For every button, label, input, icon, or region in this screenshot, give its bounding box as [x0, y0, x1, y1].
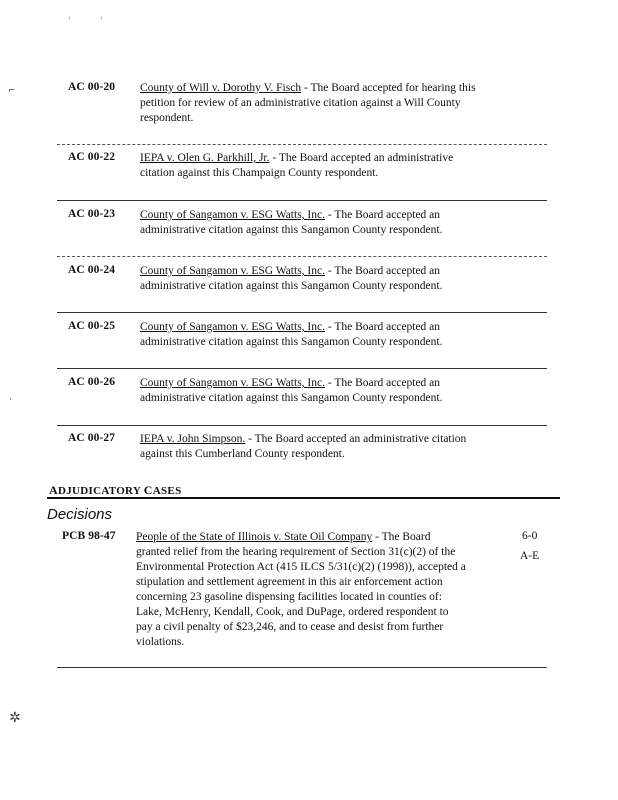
- entry-description: [140, 151, 480, 181]
- divider: [57, 312, 547, 313]
- divider: [57, 200, 547, 201]
- case-name: People of the State of Illinois v. State Oil Company: [136, 531, 373, 543]
- case-name: County of Sangamon v. ESG Watts, Inc.: [140, 321, 325, 333]
- case-name: County of Sangamon v. ESG Watts, Inc.: [140, 265, 325, 277]
- entry-text: - The Board accepted an administrative citation against this Sangamon County respondent.: [140, 265, 443, 292]
- case-name: IEPA v. John Simpson.: [140, 433, 246, 445]
- scan-mark: ·: [100, 14, 103, 24]
- divider: [57, 144, 547, 145]
- docket-number: AC 00-20: [68, 81, 116, 93]
- docket-number: AC 00-26: [68, 376, 116, 388]
- vote-note: A-E: [520, 550, 540, 562]
- scan-mark: ·: [9, 395, 12, 405]
- divider: [57, 425, 547, 426]
- entry-text: - The Board accepted for hearing this petition for review of an administrative citation against a Will County respondent.: [140, 82, 476, 124]
- vote-count: 6-0: [522, 530, 538, 542]
- docket-number: PCB 98-47: [62, 530, 116, 542]
- docket-number: AC 00-24: [68, 264, 116, 276]
- entry-description: [140, 432, 480, 462]
- entry-description: [140, 208, 480, 238]
- section-rule: [47, 497, 560, 499]
- entry-description: [140, 320, 480, 350]
- entry-description: [140, 264, 480, 294]
- docket-number: AC 00-23: [68, 208, 116, 220]
- entry-description: [140, 376, 480, 406]
- section-header: ADJUDICATORY CASES: [49, 483, 182, 497]
- entry-description: [136, 530, 466, 650]
- case-name: County of Sangamon v. ESG Watts, Inc.: [140, 209, 325, 221]
- divider: [57, 368, 547, 369]
- scan-mark: ✲: [9, 710, 21, 726]
- scan-mark: ·: [68, 14, 71, 24]
- entry-text: - The Board accepted an administrative citation against this Champaign County respondent.: [140, 152, 454, 179]
- entry-text: - The Board accepted an administrative citation against this Sangamon County respondent.: [140, 377, 443, 404]
- docket-number: AC 00-22: [68, 151, 116, 163]
- entry-text: - The Board granted relief from the hearing requirement of Section 31(c)(2) of the Environmental Protection Act (415 ILCS 5/31(c)(2) (1998)), accepted a stipulation and settlement agreement in this air enforcement action concerning 23 gasoline dispensing facilities located in counties of: Lake, McHenry, Kendall, Cook, and DuPage, ordered respondent to pay a civil penalty of $23,246, and to cease and desist from further violations.: [136, 531, 466, 648]
- entry-text: - The Board accepted an administrative citation against this Sangamon County respondent.: [140, 209, 443, 236]
- case-name: IEPA v. Olen G. Parkhill, Jr.: [140, 152, 270, 164]
- case-name: County of Will v. Dorothy V. Fisch: [140, 82, 302, 94]
- entry-text: - The Board accepted an administrative citation against this Cumberland County respondent.: [140, 433, 467, 460]
- case-name: County of Sangamon v. ESG Watts, Inc.: [140, 377, 325, 389]
- divider: [57, 667, 547, 668]
- entry-text: - The Board accepted an administrative citation against this Sangamon County respondent.: [140, 321, 443, 348]
- scan-mark: ⌐: [8, 86, 16, 96]
- docket-number: AC 00-25: [68, 320, 116, 332]
- docket-number: AC 00-27: [68, 432, 116, 444]
- divider: [57, 256, 547, 257]
- entry-description: [140, 81, 480, 126]
- subsection-title: Decisions: [47, 506, 113, 523]
